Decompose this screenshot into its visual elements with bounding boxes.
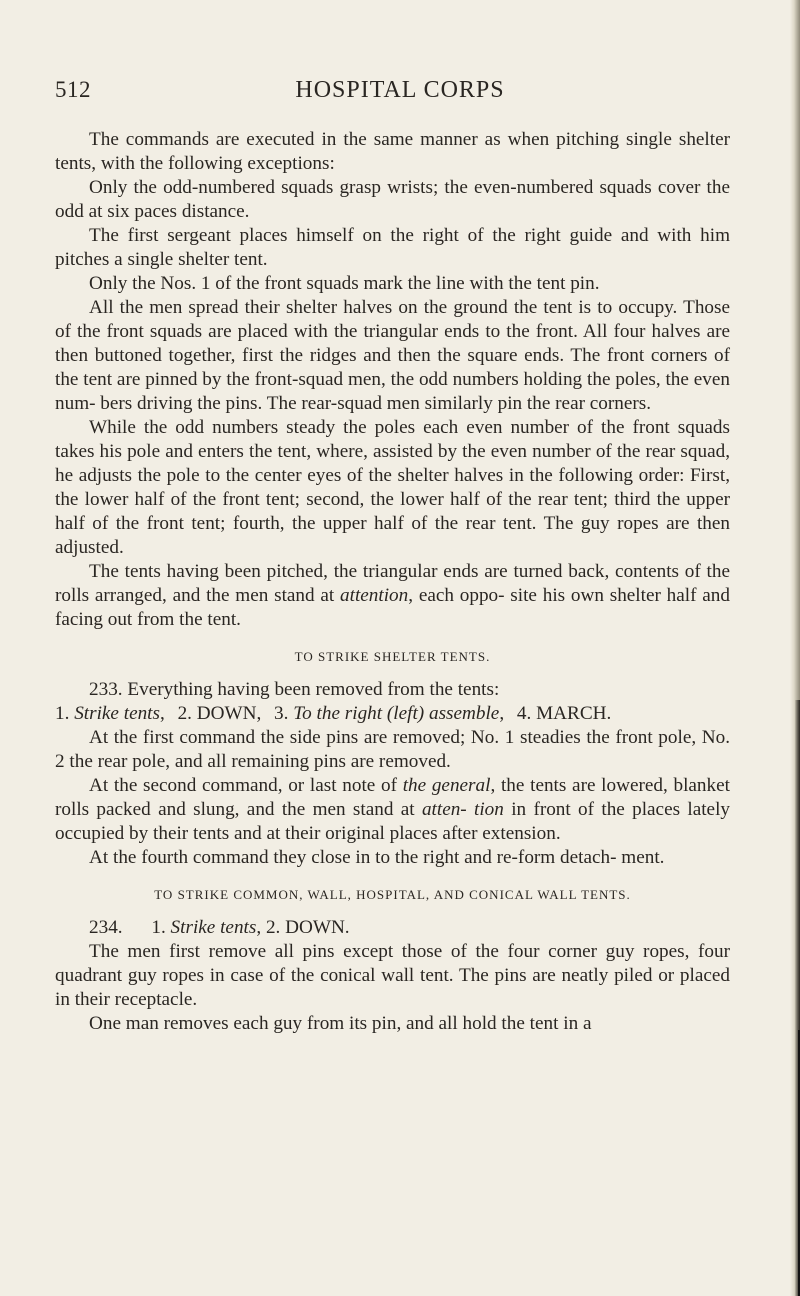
section-heading-strike-shelter-tents: TO STRIKE SHELTER TENTS. — [294, 649, 491, 664]
paragraph-second-command: At the second command, or last note of the general, the tents are lowered, blanket rolls packed and slung, and the men stand at atten- tion in front of the places lately occupied by their tents and at their original places after extension. — [55, 775, 730, 844]
text-segment: The tents having been pitched, the triangular ends are turned back, contents of the rolls arranged, and the men stand at — [55, 561, 730, 606]
command-3: 3. To the right (left) assemble, — [274, 703, 505, 724]
paragraph-fourth-command: At the fourth command they close in to the right and re-form detach- ment. — [89, 847, 665, 868]
paragraph-first-command: At the first command the side pins are removed; No. 1 steadies the front pole, No. 2 the rear pole, and all remaining pins are removed. — [55, 727, 730, 772]
command-list-233 — [55, 702, 730, 726]
italic-term: atten- tion — [421, 799, 504, 820]
paragraph: While the odd numbers steady the poles each even number of the front squads takes his pole and enters the tent, where, assisted by the even number of the rear squad, he adjusts the pole to the center eyes of the shelter halves in the following order: First, the lower half of the front tent; second, the lower half of the rear tent; third the upper half of the front tent; fourth, the upper half of the rear tent. The guy ropes are then adjusted. — [55, 417, 730, 558]
paragraph: The commands are executed in the same manner as when pitching single shelter tents, with the following exceptions: — [55, 129, 730, 174]
paragraph: The men first remove all pins except those of the four corner guy ropes, four quadrant guy ropes in case of the conical wall tent. The pins are neatly piled or placed in their receptacle. — [55, 941, 730, 1010]
italic-term: attention — [340, 585, 409, 606]
text-segment: , each oppo- site his own shelter half and facing out from the tent. — [55, 585, 730, 630]
page-number: 512 — [55, 77, 91, 102]
paragraph-233: 233. Everything having been removed from the tents: — [89, 679, 500, 700]
command-2: 2. DOWN, — [177, 703, 262, 724]
paragraph: All the men spread their shelter halves on the ground the tent is to occupy. Those of the front squads are placed with the triangular ends to the front. All four halves are then buttoned together, first the ridges and then the square ends. The front corners of the tent are pinned by the front-squad men, the odd numbers holding the poles, the even num- bers driving the pins. The rear-squad men similarly pin the rear corners. — [55, 297, 730, 414]
command-4: 4. MARCH. — [516, 703, 612, 724]
paragraph: The first sergeant places himself on the right of the right guide and with him pitches a single shelter tent. — [55, 225, 730, 270]
paragraph: Only the Nos. 1 of the front squads mark the line with the tent pin. — [89, 273, 600, 294]
paragraph: Only the odd-numbered squads grasp wrists; the even-numbered squads cover the odd at six paces distance. — [55, 177, 730, 222]
running-title: HOSPITAL CORPS — [295, 77, 505, 103]
italic-term: the general — [402, 775, 491, 796]
paragraph-tents-pitched — [55, 560, 730, 632]
commands-234: 234. 1. Strike tents, 2. DOWN. — [89, 917, 350, 938]
paragraph: One man removes each guy from its pin, and all hold the tent in a — [89, 1013, 592, 1034]
section-heading-strike-common-tents: TO STRIKE COMMON, WALL, HOSPITAL, AND CONICAL WALL TENTS. — [154, 887, 631, 902]
page-header — [55, 77, 745, 107]
command-1: 1. Strike tents, — [55, 703, 165, 724]
body-text — [55, 128, 730, 1036]
